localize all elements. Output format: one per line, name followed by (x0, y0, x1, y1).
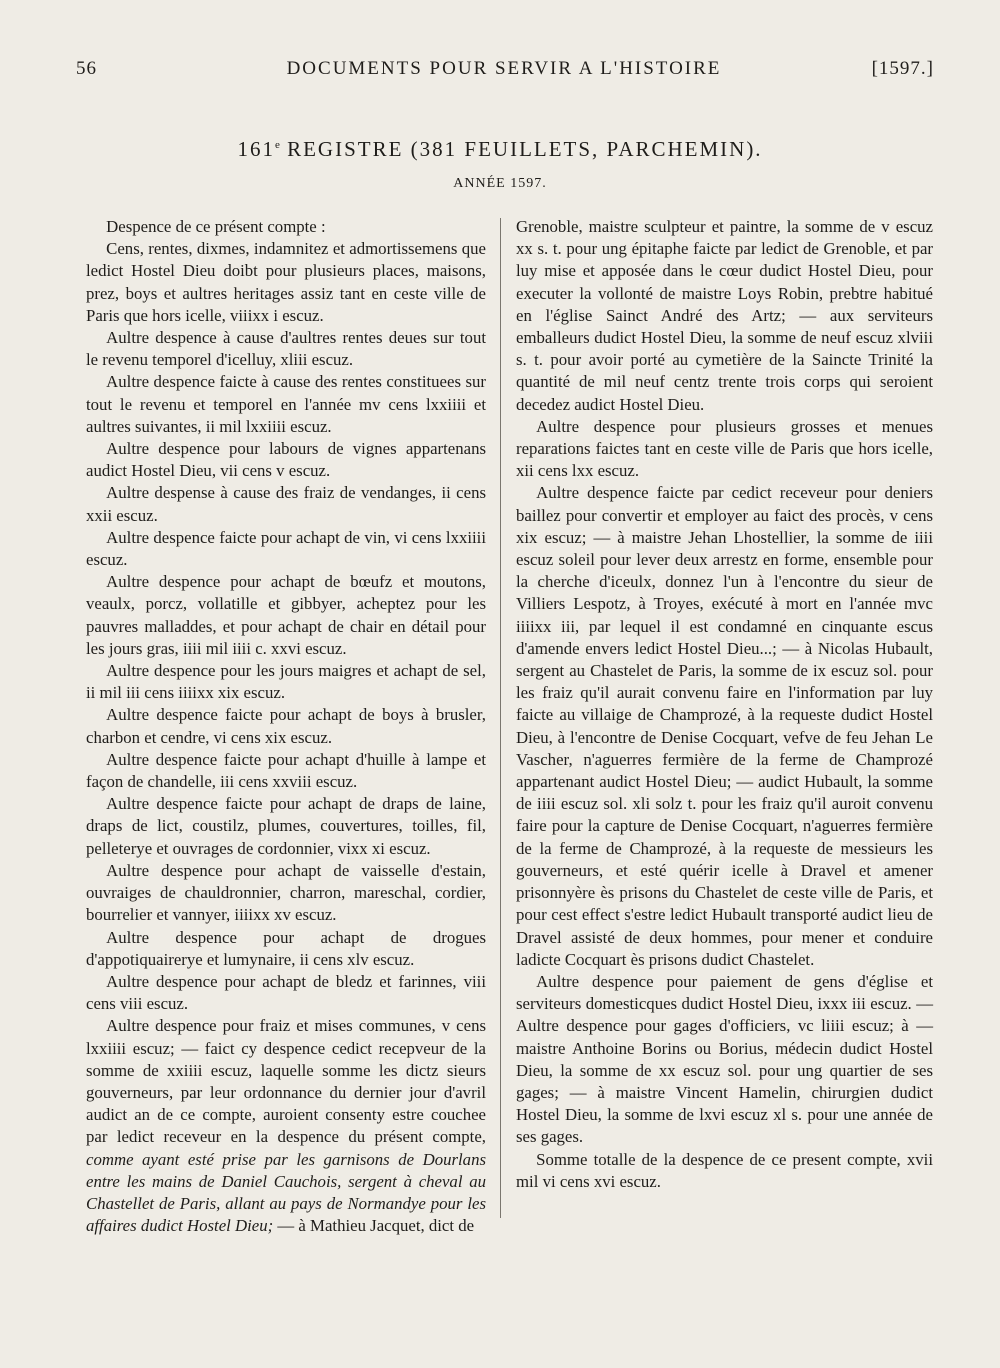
paragraph: Aultre despence pour paiement de gens d'église et serviteurs domesticques dudict Hostel Dieu, ixxx iii escuz. — Aultre despence pour gages d'officiers, vc liiii escuz; à — maistre Anthoine Borins ou Borius, médecin dudict Hostel Dieu, la somme de xx escuz sol. pour ung quartier de ses gages; — à maistre Vincent Hamelin, chirurgien dudict Hostel Dieu, la somme de lxvi escuz xl s. pour une année de ses gages. (516, 971, 933, 1147)
paragraph: Aultre despence pour achapt de drogues d'appotiquairerye et lumynaire, ii cens xlv escuz. (86, 927, 486, 969)
paragraph: Aultre despence pour labours de vignes appartenans audict Hostel Dieu, vii cens v escuz. (86, 439, 486, 481)
paragraph: Somme totalle de la despence de ce present compte, xvii mil vi cens xvi escuz. (516, 1149, 933, 1191)
page-number: 56 (76, 58, 97, 79)
register-title-text: REGISTRE (381 FEUILLETS, PARCHEMIN). (279, 137, 763, 161)
paragraph: Aultre despence pour les jours maigres et achapt de sel, ii mil iii cens iiiixx xix escuz. (86, 661, 486, 703)
paragraph (86, 1015, 486, 1237)
paragraph: Aultre despence faicte par cedict receveur pour deniers baillez pour convertir et employer au faict des procès, v cens xix escuz; — à maistre Jehan Lhostellier, la somme de iiii escuz soleil pour lever deux arrestz en forme, ensemble pour la cherche d'iceulx, donnez l'un à l'encontre du sieur de Villiers Lespotz, à Troyes, exécuté à mort en l'année mvc iiiixx iii, par lequel il est condamné en cinquante escus d'amende envers ledict Hostel Dieu...; — à Nicolas Hubault, sergent au Chastelet de Paris, la somme de ix escuz sol. pour les fraiz qu'il aurait convenu faire en l'information par luy faicte au villaige de Champrozé, à la requeste dudict Hostel Dieu, à l'encontre de Denise Cocquart, vefve de feu Jehan Le Vascher, n'aguerres fermière de la ferme de Champrozé appartenant audict Hostel Dieu; — audict Hubault, la somme de iiii escuz sol. xli solz t. pour les fraiz qu'il auroit convenu faire pour la capture de Denise Cocquart, n'aguerres fermière de la ferme de Champrozé, à la requeste de messieurs les gouverneurs, et esté quérir icelle à Dravel et amener prisonnyère ès prisons du Chastelet de ceste ville de Paris, et pour cest effect s'estre ledict Hubault transporté audict lieu de Dravel assisté de deux hommes, pour mener et conduire ladicte Cocquart ès prisons dudict Chastelet. (516, 483, 933, 969)
paragraph: Aultre despence pour achapt de vaisselle d'estain, ouvraiges de chauldronnier, charron, mareschal, cordier, bourrelier et vannyer, iiiixx xv escuz. (86, 860, 486, 925)
paragraph: Aultre despence pour achapt de bledz et farinnes, viii cens viii escuz. (86, 971, 486, 1014)
italic-passage: comme ayant esté prise par les garnisons de Dourlans entre les mains de Daniel Cauchois, sergent à cheval au Chastellet de Paris, allant au pays de Normandye pour les affaires dudict Hostel Dieu; (86, 1149, 486, 1236)
running-title: DOCUMENTS POUR SERVIR A L'HISTOIRE (286, 58, 722, 79)
register-title (0, 137, 1000, 162)
column-divider (500, 218, 501, 1218)
paragraph: Aultre despense à cause des fraiz de vendanges, ii cens xxii escuz. (86, 483, 486, 525)
register-ordinal: e (274, 139, 280, 151)
register-year: ANNÉE 1597. (453, 176, 547, 191)
paragraph: Aultre despence faicte à cause des rentes constituees sur tout le revenu et temporel en l'année mv cens lxxiiii et aultres suivantes, ii mil lxxiiii escuz. (86, 372, 486, 436)
paragraph: Cens, rentes, dixmes, indamnitez et admortissemens que ledict Hostel Dieu doibt pour plusieurs places, maisons, prez, boys et aultres heritages assiz tant en ceste ville de Paris que hors icelle, viiixx i escuz. (86, 239, 486, 325)
paragraph-text: Aultre despence pour fraiz et mises communes, v cens lxxiiii escuz; — faict cy despence cedict recepveur de la somme de xxiiii escuz, laquelle somme les dictz sieurs gouverneurs, par leur ordonnance du dernier jour d'avril audict an de ce compte, auroient consenty estre couchee par ledict receveur en la despence du présent compte, (86, 1016, 486, 1147)
paragraph: Aultre despence pour achapt de bœufz et moutons, veaulx, porcz, vollatille et gibbyer, acheptez pour les pauvres malladdes, et pour achapt de chair en détail pour les jours gras, iiii mil iiii c. xxvi escuz. (86, 572, 486, 658)
header-year: [1597.] (871, 58, 934, 79)
right-column (516, 216, 933, 1193)
paragraph: Aultre despence faicte pour achapt d'huille à lampe et façon de chandelle, iii cens xxviii escuz. (86, 749, 486, 792)
paragraph: Aultre despence à cause d'aultres rentes deues sur tout le revenu temporel d'icelluy, xliii escuz. (86, 328, 486, 370)
page-header (74, 58, 934, 84)
register-number: 161 (237, 137, 275, 161)
paragraph-tail: — à Mathieu Jacquet, dict de (277, 1216, 475, 1236)
paragraph: Aultre despence faicte pour achapt de draps de laine, draps de lict, coustilz, plumes, couvertures, toilles, fil, pelleterye et ouvrages de cordonnier, vixx xi escuz. (86, 794, 486, 858)
paragraph: Despence de ce présent compte : (106, 217, 326, 236)
paragraph: Grenoble, maistre sculpteur et paintre, la somme de v escuz xx s. t. pour ung épitaphe faicte par ledict de Grenoble, et par luy mise et apposée dans le cœur dudict Hostel Dieu, pour executer la vollonté de maistre Loys Robin, prebtre habitué en l'église Sainct André des Artz; — aux serviteurs emballeurs dudict Hostel Dieu, la somme de neuf escuz xlviii s. t. pour avoir porté au cymetière de la Saincte Trinité la quantité de mil neuf centz trente trois corps qui seroient decedez audict Hostel Dieu. (516, 217, 933, 414)
paragraph: Aultre despence pour plusieurs grosses et menues reparations faictes tant en ceste ville de Paris que hors icelle, xii cens lxx escuz. (516, 416, 933, 481)
paragraph: Aultre despence faicte pour achapt de boys à brusler, charbon et cendre, vi cens xix escuz. (86, 705, 486, 747)
left-column (86, 216, 486, 1237)
paragraph: Aultre despence faicte pour achapt de vin, vi cens lxxiiii escuz. (86, 527, 486, 570)
